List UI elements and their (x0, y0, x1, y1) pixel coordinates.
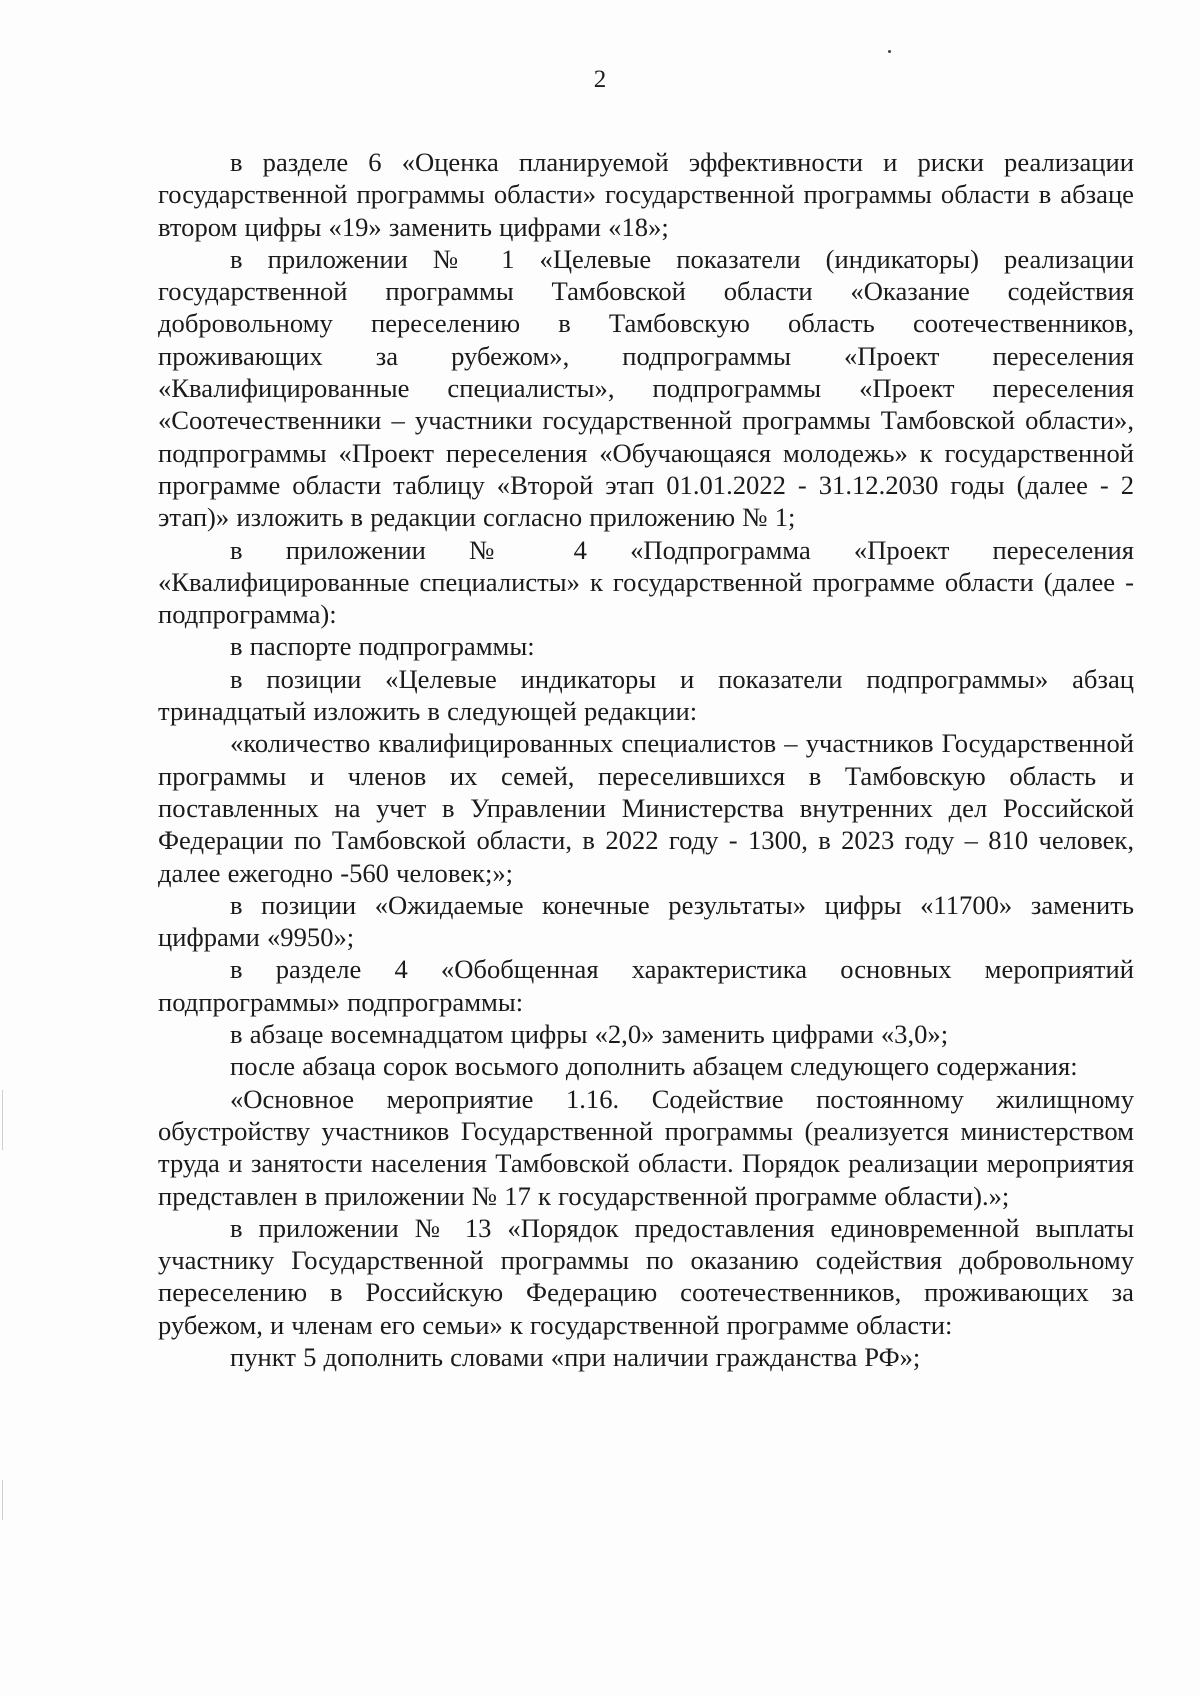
paragraph-section-4: в разделе 4 «Обобщенная характеристика основных мероприятий подпрограммы» подпрограммы: (158, 954, 1134, 1017)
paragraph-passport: в паспорте подпрограммы: (230, 631, 535, 662)
paragraph-expected-results: в позиции «Ожидаемые конечные результаты» цифры «11700» заменить цифрами «9950»; (158, 889, 1134, 953)
page-number: 2 (593, 66, 607, 93)
paragraph-after-48: после абзаца сорок восьмого дополнить абзацем следующего содержания: (230, 1051, 1078, 1082)
paragraph-appendix-1: в приложении № 1 «Целевые показатели (индикаторы) реализации государственной программы Тамбовской области «Оказание содействия добровольному переселению в Тамбовскую область соотечественников, проживающих за рубежом», подпрограммы «Проект переселения «Квалифицированные специалисты», подпрограммы «Проект переселения «Соотечественники – участники государственной программы Тамбовской области», подпрограммы «Проект переселения «Обучающаяся молодежь» к государственной программе области таблицу «Второй этап 01.01.2022 - 31.12.2030 годы (далее - 2 этап)» изложить в редакции согласно приложению № 1; (158, 243, 1134, 533)
document-body (158, 146, 1134, 1373)
paragraph-measure-1-16: «Основное мероприятие 1.16. Содействие постоянному жилищному обустройству участников Государственной программы (реализуется министерством труда и занятости населения Тамбовской области. Порядок реализации мероприятия представлен в приложении № 17 к государственной программе области).»; (158, 1083, 1134, 1211)
paragraph-appendix-13: в приложении № 13 «Порядок предоставления единовременной выплаты участнику Государственной программы по оказанию содействия добровольному переселению в Российскую Федерацию соотечественников, проживающих за рубежом, и членам его семьи» к государственной программе области: (158, 1212, 1134, 1340)
paragraph-point-5: пункт 5 дополнить словами «при наличии гражданства РФ»; (230, 1341, 921, 1372)
scan-speck (888, 50, 891, 53)
paragraph-appendix-4: в приложении № 4 «Подпрограмма «Проект переселения «Квалифицированные специалисты» к государственной программе области (далее - подпрограмма): (158, 534, 1134, 630)
paragraph-section-6: в разделе 6 «Оценка планируемой эффективности и риски реализации государственной программы области» государственной программы области в абзаце втором цифры «19» заменить цифрами «18»; (158, 147, 1134, 242)
scan-edge-mark (2, 1480, 3, 1520)
scan-edge-mark (2, 1090, 3, 1150)
paragraph-target-indicators: в позиции «Целевые индикаторы и показатели подпрограммы» абзац тринадцатый изложить в следующей редакции: (158, 663, 1134, 727)
paragraph-eighteenth-abzac: в абзаце восемнадцатом цифры «2,0» заменить цифрами «3,0»; (230, 1019, 949, 1050)
paragraph-quantity-quote: «количество квалифицированных специалистов – участников Государственной программы и членов их семей, переселившихся в Тамбовскую область и поставленных на учет в Управлении Министерства внутренних дел Российской Федерации по Тамбовской области, в 2022 году - 1300, в 2023 году – 810 человек, далее ежегодно -560 человек;»; (158, 728, 1134, 888)
